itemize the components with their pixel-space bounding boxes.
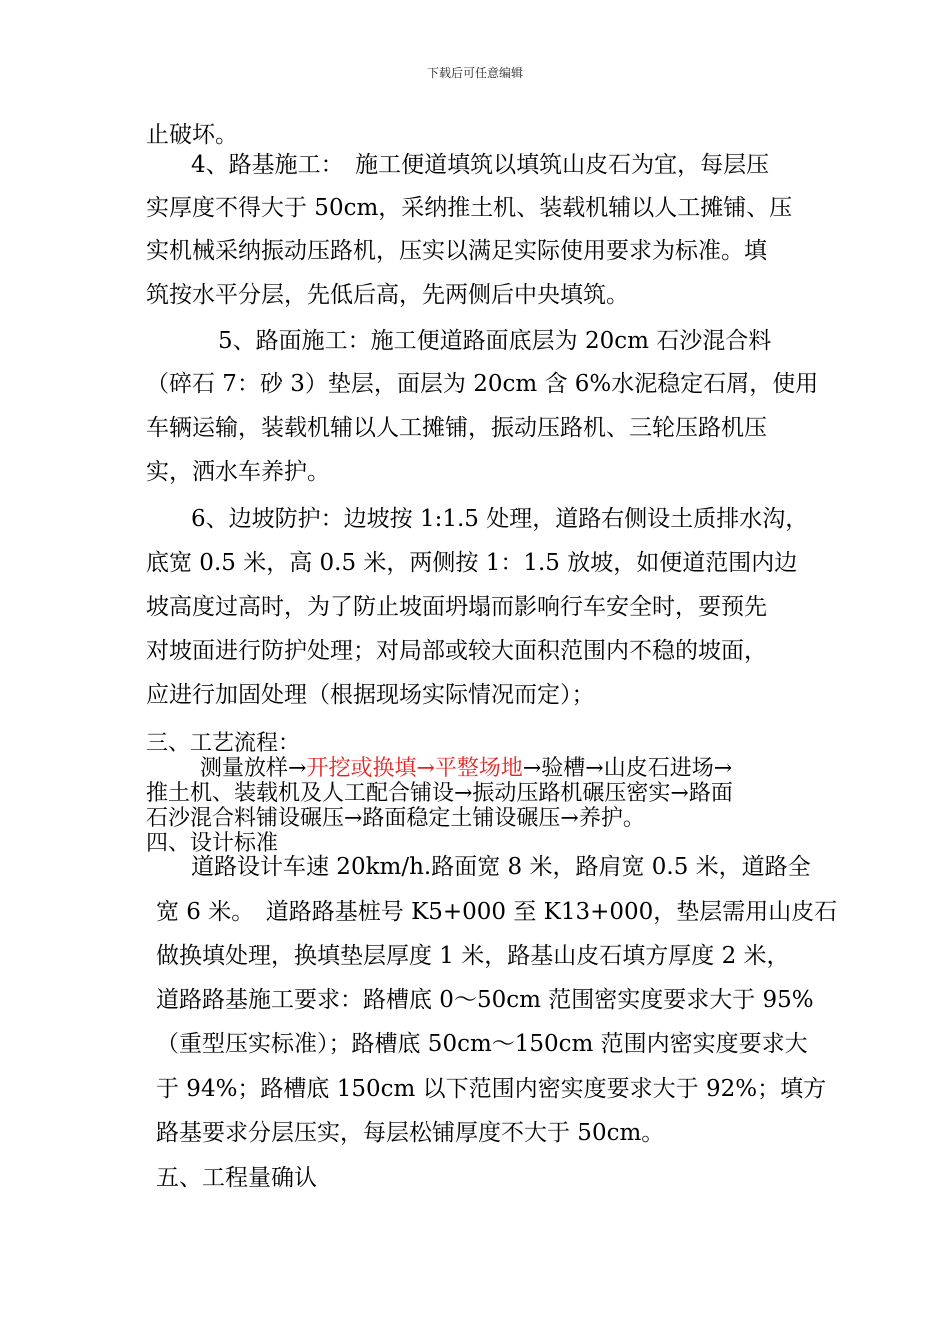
section-heading-quantity: 五、工程量确认 [156,1165,317,1191]
flow-part: 测量放样→ [200,756,307,781]
text-line: 应进行加固处理（根据现场实际情况而定）； [146,682,595,708]
text-line: 底宽 0.5 米，高 0.5 米，两侧按 1：1.5 放坡，如便道范围内边 [146,550,798,576]
text-line: 推土机、装载机及人工配合铺设→振动压路机碾压密实→路面 [146,781,733,806]
flow-highlight: 开挖或换填→平整场地 [306,756,523,781]
text-line: 于 94%；路槽底 150cm 以下范围内密实度要求大于 92%；填方 [156,1076,827,1102]
text-line: 路基要求分层压实，每层松铺厚度不大于 50cm。 [156,1120,665,1146]
flow-part: →验槽→山皮石进场→ [522,756,733,781]
text-line: 4、路基施工： 施工便道填筑以填筑山皮石为宜，每层压 [191,152,770,178]
text-line: 5、路面施工：施工便道路面底层为 20cm 石沙混合料 [218,328,772,354]
text-line: 实厚度不得大于 50cm，采纳推土机、装载机辅以人工摊铺、压 [146,195,793,221]
section-heading-process: 三、工艺流程： [146,731,301,756]
text-line: 实机械采纳振动压路机，压实以满足实际使用要求为标准。填 [146,238,767,264]
text-line: 坡高度过高时，为了防止坡面坍塌而影响行车安全时，要预先 [146,594,767,620]
text-line: 道路设计车速 20km/h.路面宽 8 米，路肩宽 0.5 米，道路全 [191,854,811,880]
text-line: （碎石 7：砂 3）垫层，面层为 20cm 含 6%水泥稳定石屑，使用 [146,371,819,397]
text-line: 实，洒水车养护。 [146,459,330,485]
text-line: （重型压实标准）；路槽底 50cm～150cm 范围内密实度要求大 [156,1031,808,1057]
text-line: 止破坏。 [146,122,238,148]
text-line: 道路路基施工要求：路槽底 0～50cm 范围密实度要求大于 95% [156,987,814,1013]
text-line: 筑按水平分层，先低后高，先两侧后中央填筑。 [146,282,629,308]
text-line: 宽 6 米。 道路路基桩号 K5+000 至 K13+000，垫层需用山皮石 [156,899,838,925]
text-line: 对坡面进行防护处理；对局部或较大面积范围内不稳的坡面， [146,638,767,664]
text-line: 石沙混合料铺设碾压→路面稳定土铺设碾压→养护。 [146,806,645,831]
page-header-note: 下载后可任意编辑 [426,66,523,80]
text-line: 车辆运输，装载机辅以人工摊铺，振动压路机、三轮压路机压 [146,415,767,441]
section-heading-design: 四、设计标准 [146,831,279,856]
text-line: 6、边坡防护：边坡按 1:1.5 处理，道路右侧设土质排水沟， [191,506,809,532]
process-flow-line [200,757,732,781]
text-line: 做换填处理，换填垫层厚度 1 米，路基山皮石填方厚度 2 米， [156,943,790,969]
